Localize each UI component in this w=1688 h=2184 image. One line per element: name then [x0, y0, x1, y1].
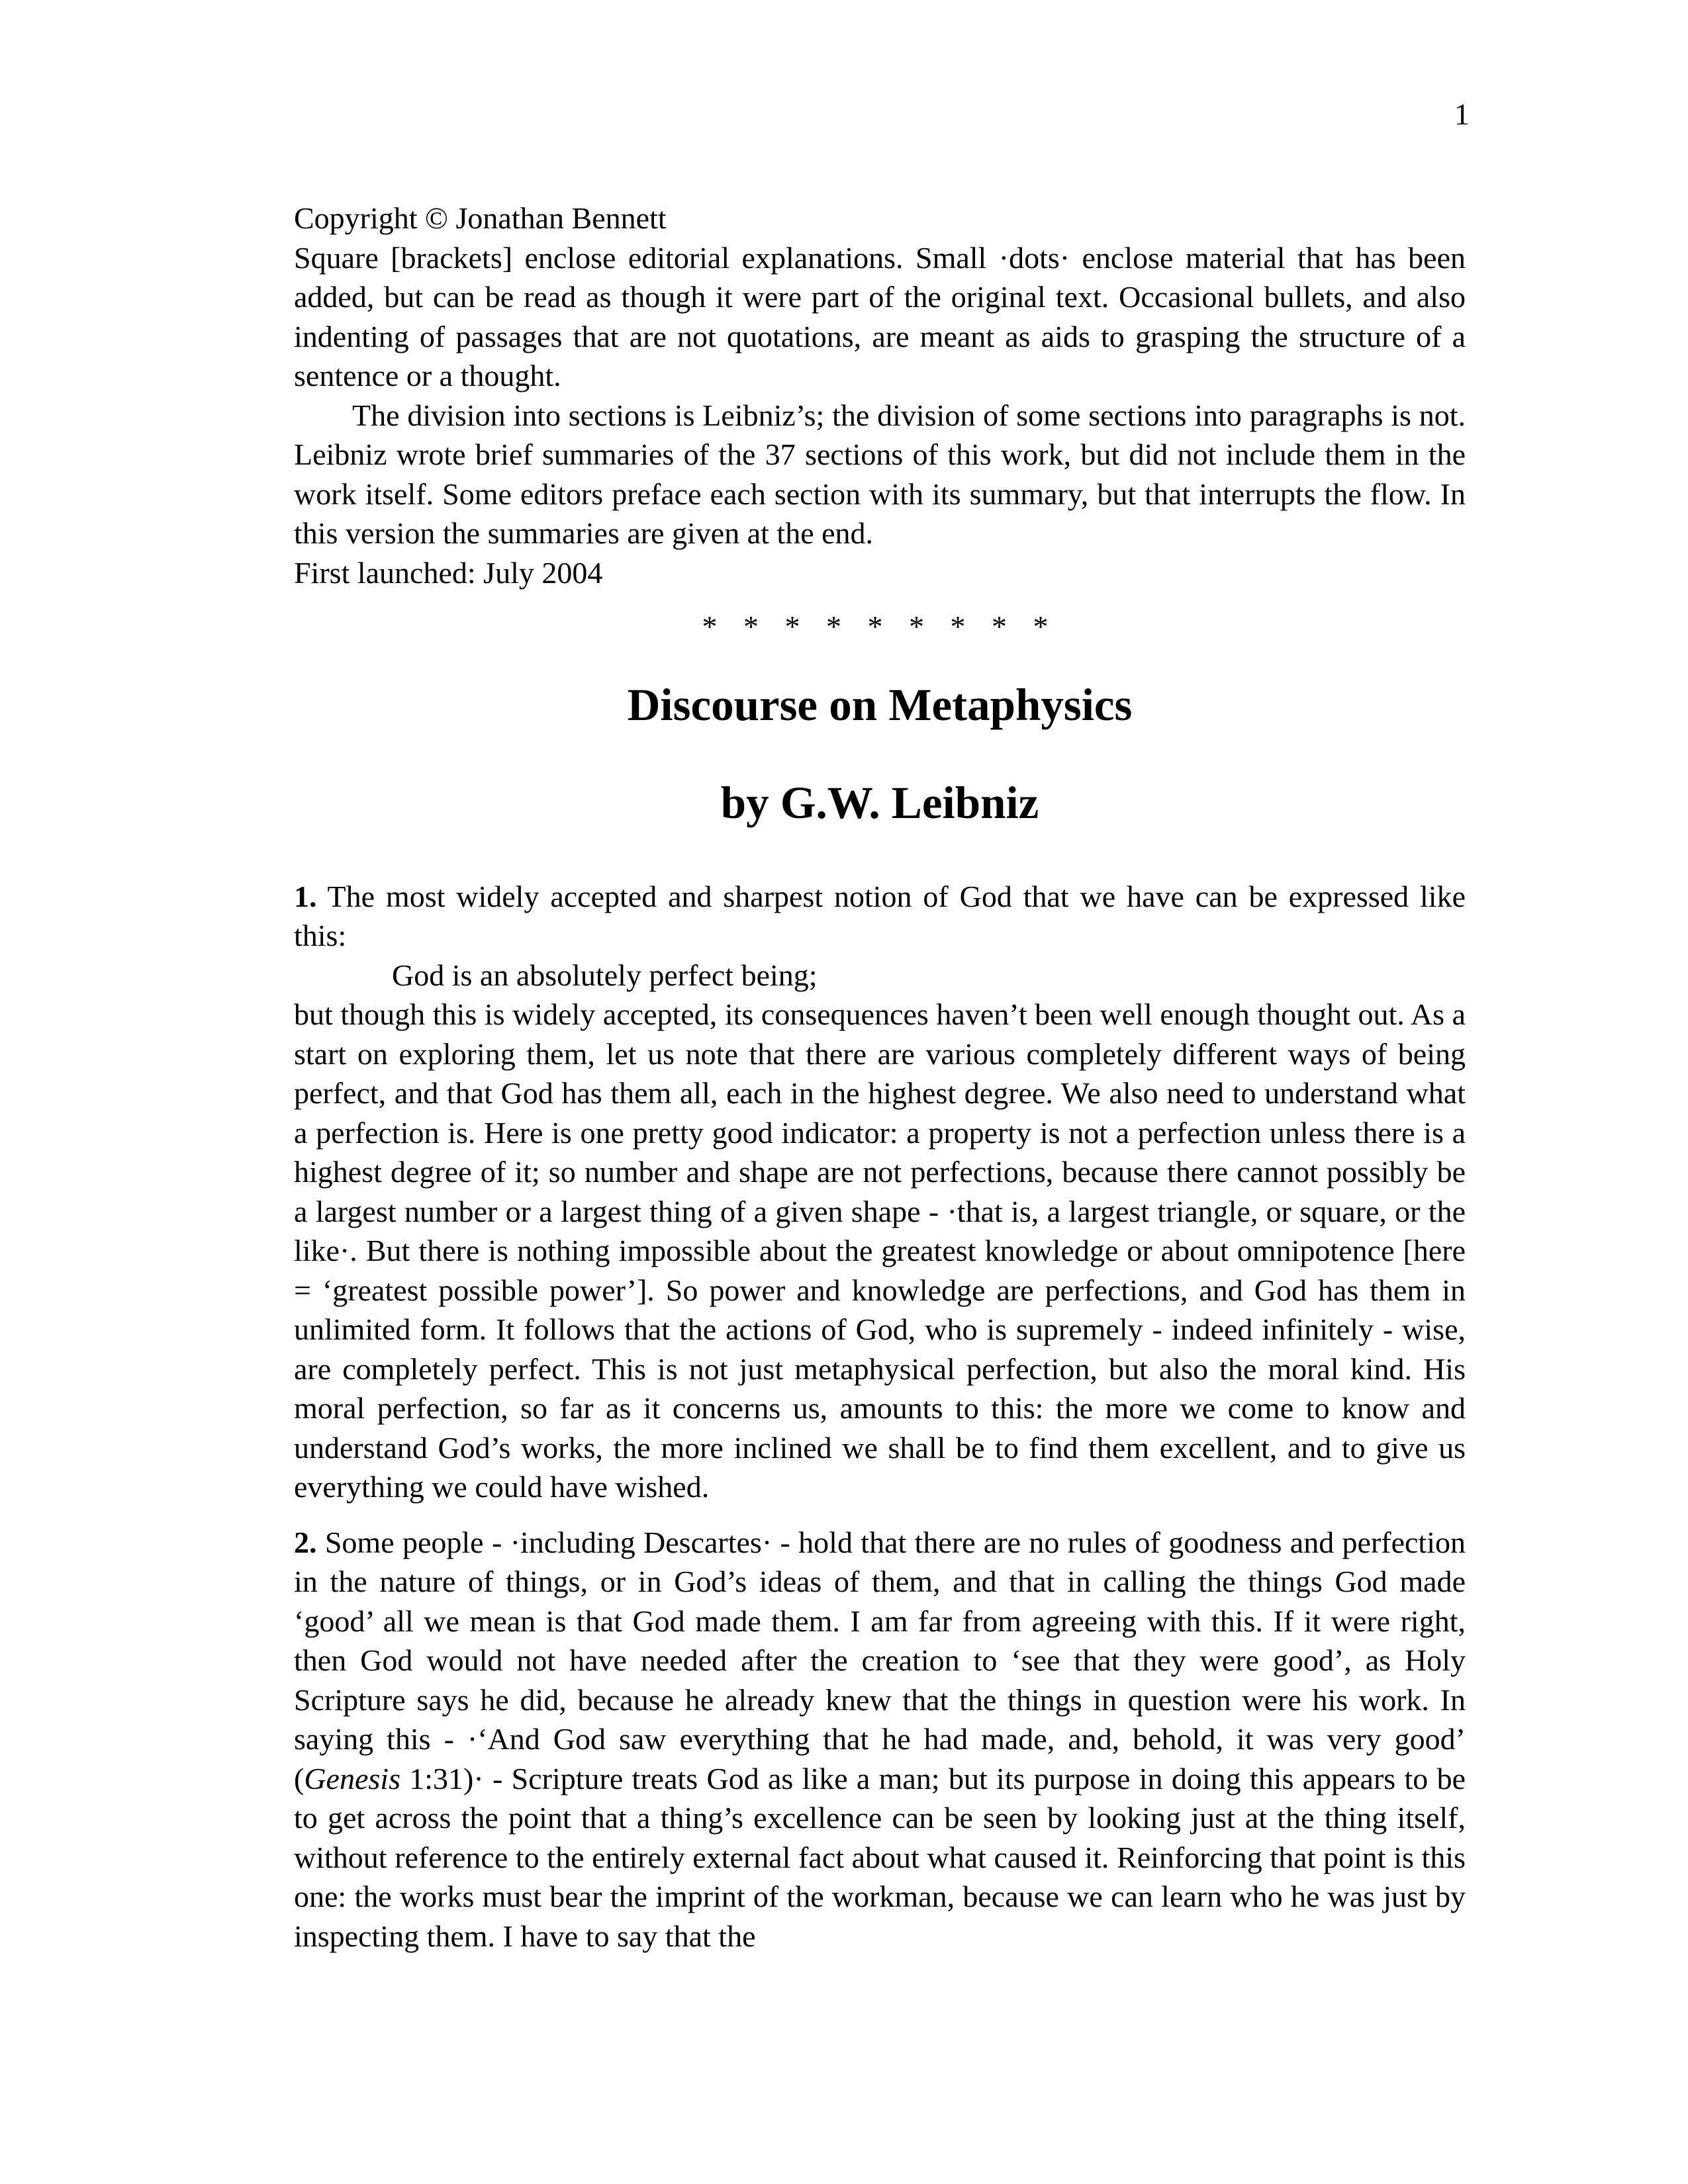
document-title: Discourse on Metaphysics [627, 679, 1133, 730]
section-1 [294, 877, 1466, 1507]
section-1-indented-statement: God is an absolutely perfect being; [392, 958, 818, 992]
section-2-text-before: Some people - ·including Descartes· - hold that there are no rules of goodness and perfection in the nature of things, or in God’s ideas of them, and that in calling the things God made ‘good’ all we mean is that God made them. I am far from agreeing with this. If it were right, then God would not have needed after the creation to ‘see that they were good’, as Holy Scripture says he did, because he already knew that the things in question were his work. In saying this - ·‘And God saw everything that he had made, and, behold, it was very good’ ( [294, 1525, 1466, 1796]
section-2 [294, 1523, 1466, 1956]
section-number: 2. [294, 1525, 317, 1559]
section-1-intro-text: The most widely accepted and sharpest notion of God that we have can be expressed like this: [294, 879, 1466, 952]
document-body [294, 199, 1466, 1956]
page-number: 1 [1454, 97, 1470, 131]
section-1-body: but though this is widely accepted, its consequences haven’t been well enough thought out. As a start on exploring them, let us note that there are various completely different ways of being perfect, and that God has them all, each in the highest degree. We also need to understand what a perfection is. Here is one pretty good indicator: a property is not a perfection unless there is a highest degree of it; so number and shape are not perfections, because there cannot possibly be a largest number or a largest thing of a given shape - ·that is, a largest triangle, or square, or the like·. But there is nothing impossible about the greatest knowledge or about omnipotence [here = ‘greatest possible power’]. So power and knowledge are perfections, and God has them in unlimited form. It follows that the actions of God, who is supremely - indeed infinitely - wise, are completely perfect. This is not just metaphysical perfection, but also the moral kind. His moral perfection, so far as it concerns us, amounts to this: the more we come to know and understand God’s works, the more inclined we shall be to find them excellent, and to give us everything we could have wished. [294, 997, 1466, 1504]
section-2-citation-book: Genesis [304, 1761, 400, 1796]
section-2-text-after: 1:31)· - Scripture treats God as like a man; but its purpose in doing this appears to be to get across the point that a thing’s excellence can be seen by looking just at the thing itself, without reference to the entirely external fact about what caused it. Reinforcing that point is this one: the works must bear the imprint of the workman, because we can learn who he was just by inspecting them. I have to say that the [294, 1761, 1466, 1953]
conventions-paragraph: Square [brackets] enclose editorial explanations. Small ·dots· enclose material that has been added, but can be read as though it were part of the original text. Occasional bullets, and also indenting of passages that are not quotations, are meant as aids to grasping the structure of a sentence or a thought. [294, 240, 1466, 392]
section-separator: * * * * * * * * * [702, 610, 1058, 643]
first-launched-line: First launched: July 2004 [294, 555, 603, 590]
section-2-body [294, 1523, 1466, 1956]
copyright-line: Copyright © Jonathan Bennett [294, 201, 667, 235]
section-number: 1. [294, 879, 317, 913]
section-1-intro [294, 877, 1466, 956]
division-note-paragraph: The division into sections is Leibniz’s; the division of some sections into paragraphs is not. Leibniz wrote brief summaries of the 37 sections of this work, but did not include them in the work itself. Some editors preface each section with its summary, but that interrupts the flow. In this version the summaries are given at the end. [294, 398, 1466, 550]
author-byline: by G.W. Leibniz [720, 777, 1039, 828]
